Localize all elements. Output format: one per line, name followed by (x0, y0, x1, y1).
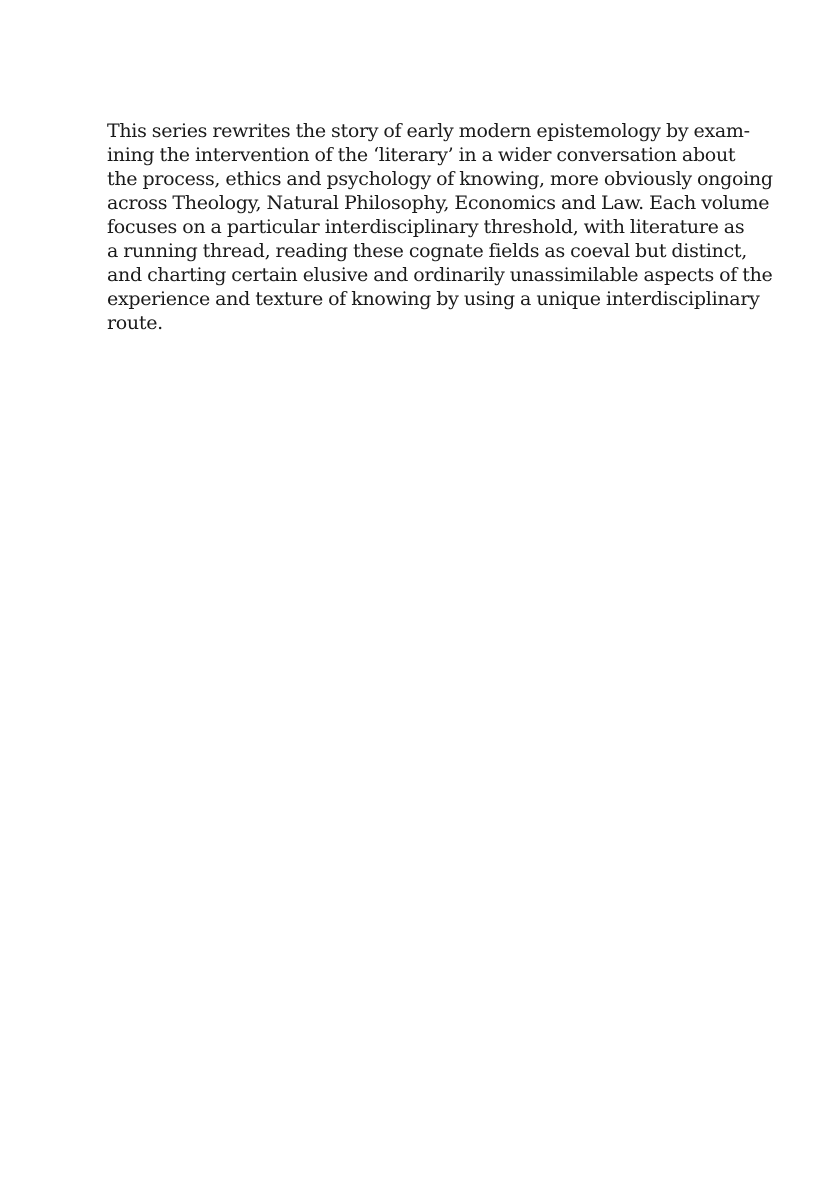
blurb-line-8: experience and texture of knowing by using a unique interdisciplinary (107, 288, 760, 310)
blurb-line-7: and charting certain elusive and ordinarily unassimilable aspects of the (107, 264, 773, 286)
blurb-line-9: route. (107, 312, 163, 334)
blurb-line-1: This series rewrites the story of early modern epistemology by exam- (107, 120, 750, 142)
blurb-line-3: the process, ethics and psychology of knowing, more obviously ongoing (107, 168, 773, 190)
blurb-line-6: a running thread, reading these cognate fields as coeval but distinct, (107, 240, 747, 262)
blurb-line-2: ining the intervention of the ‘literary’ in a wider conversation about (107, 144, 736, 166)
blurb-line-4: across Theology, Natural Philosophy, Economics and Law. Each volume (107, 192, 770, 214)
blurb-line-5: focuses on a particular interdisciplinary threshold, with literature as (107, 216, 745, 238)
series-description (107, 119, 773, 335)
